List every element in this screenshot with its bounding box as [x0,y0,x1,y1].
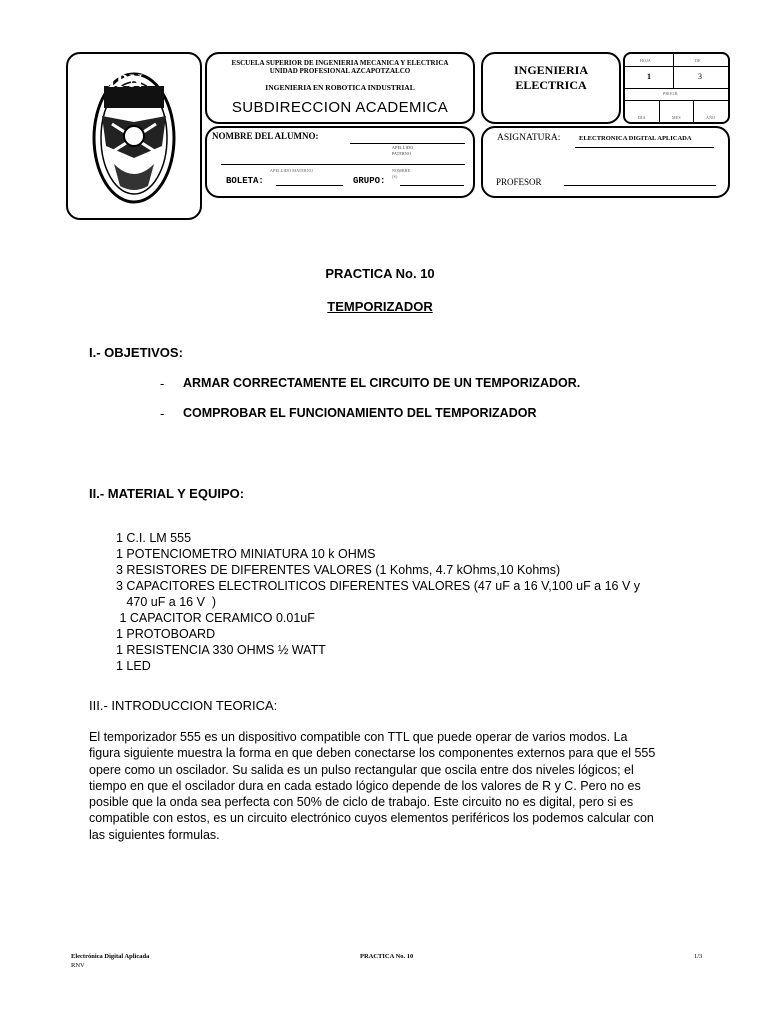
footer-initials: RNV [71,962,85,969]
subject-value: ELECTRONICA DIGITAL APLICADA [579,135,692,142]
of-label: DE [695,58,701,63]
objective-item-2: COMPROBAR EL FUNCIONAMIENTO DEL TEMPORIZADOR [183,406,537,420]
material-item: 1 PROTOBOARD [116,627,216,641]
objectives-heading: I.- OBJETIVOS: [89,345,183,360]
subject-label: ASIGNATURA: [497,133,561,143]
prog-label: PROGR. [663,91,679,96]
area-line1: INGENIERIA [513,63,588,77]
materials-heading: II.- MATERIAL Y EQUIPO: [89,486,245,501]
professor-label: PROFESOR [496,177,542,187]
nombre-label2: (S) [392,174,398,179]
school-line2: UNIDAD PROFESIONAL AZCAPOTZALCO [269,67,411,75]
practice-number: PRACTICA No. 10 [325,266,435,281]
boleta-field[interactable] [276,185,343,186]
paterno-label2: PATERNO [392,151,412,156]
objective-bullet-2: - [160,406,165,421]
objective-bullet-1: - [160,376,165,391]
month-label: MES [672,115,681,120]
student-name-label: NOMBRE DEL ALUMNO: [212,131,319,141]
intro-line: El temporizador 555 es un dispositivo compatible con TTL que puede operar de varios modos. La [89,730,628,744]
intro-line: opere como un oscilador. Su salida es un pulso rectangular que oscila entre dos niveles lógicos; el [89,762,634,777]
material-item: 1 LED [116,659,151,673]
school-line1: ESCUELA SUPERIOR DE INGENIERIA MECANICA Y ELECTRICA [231,59,449,67]
intro-paragraph [89,729,699,843]
paterno-label: APELLIDO [392,145,414,150]
material-item: 1 RESISTENCIA 330 OHMS ½ WATT [116,643,326,657]
grupo-field[interactable] [400,185,464,186]
practice-topic: TEMPORIZADOR [327,299,433,314]
intro-line: compatible con estos, es un circuito electrónico cuyos elementos periféricos los podemos calcular con [89,811,654,826]
area-line2: ELECTRICA [515,78,587,92]
material-item: 3 RESISTORES DE DIFERENTES VALORES (1 Kohms, 4.7 kOhms,10 Kohms) [116,563,561,577]
career-line: INGENIERIA EN ROBOTICA INDUSTRIAL [265,83,415,92]
intro-heading: III.- INTRODUCCION TEORICA: [89,698,278,713]
year-label: AÑO [706,115,716,120]
sheet-label: HOJA [640,58,652,63]
department-title: SUBDIRECCION ACADEMICA [231,99,449,116]
student-name-field[interactable] [221,164,465,165]
subject-field[interactable] [575,147,714,148]
sheet-number: 1 [647,72,651,81]
intro-line: figura siguiente muestra la forma en que deben conectarse los componentes externos para que el 555 [89,746,656,761]
material-item: 470 uF a 16 V ) [116,595,217,609]
materno-label: APELLIDO MATERNO [270,168,314,173]
grupo-label: GRUPO: [353,176,386,186]
total-sheets: 3 [698,72,702,81]
nombre-label: NOMBRE [392,168,411,173]
intro-line: tiempo en que el oscilador dura en cada estado lógico depende de los valores de R y C. Pero no es [89,778,641,793]
footer-page: 1/3 [694,953,703,960]
professor-field[interactable] [564,185,716,186]
boleta-label: BOLETA: [226,176,264,186]
materials-list [116,530,756,674]
intro-line: posible que la onda sea perfecta con 50% de ciclo de trabajo. Este circuito no es digital, pero si es [89,795,634,810]
intro-line: las siguientes formulas. [89,827,220,842]
footer-course: Electrónica Digital Aplicada [71,953,150,960]
material-item: 3 CAPACITORES ELECTROLITICOS DIFERENTES VALORES (47 uF a 16 V,100 uF a 16 V y [116,579,641,593]
material-item: 1 CAPACITOR CERAMICO 0.01uF [116,611,315,625]
objective-item-1: ARMAR CORRECTAMENTE EL CIRCUITO DE UN TEMPORIZADOR. [183,376,581,390]
day-label: DIA [638,115,646,120]
logo-text: IPN [108,71,144,92]
material-item: 1 C.I. LM 555 [116,531,192,545]
material-item: 1 POTENCIOMETRO MINIATURA 10 k OHMS [116,547,376,561]
footer-practice: PRACTICA No. 10 [360,953,414,960]
